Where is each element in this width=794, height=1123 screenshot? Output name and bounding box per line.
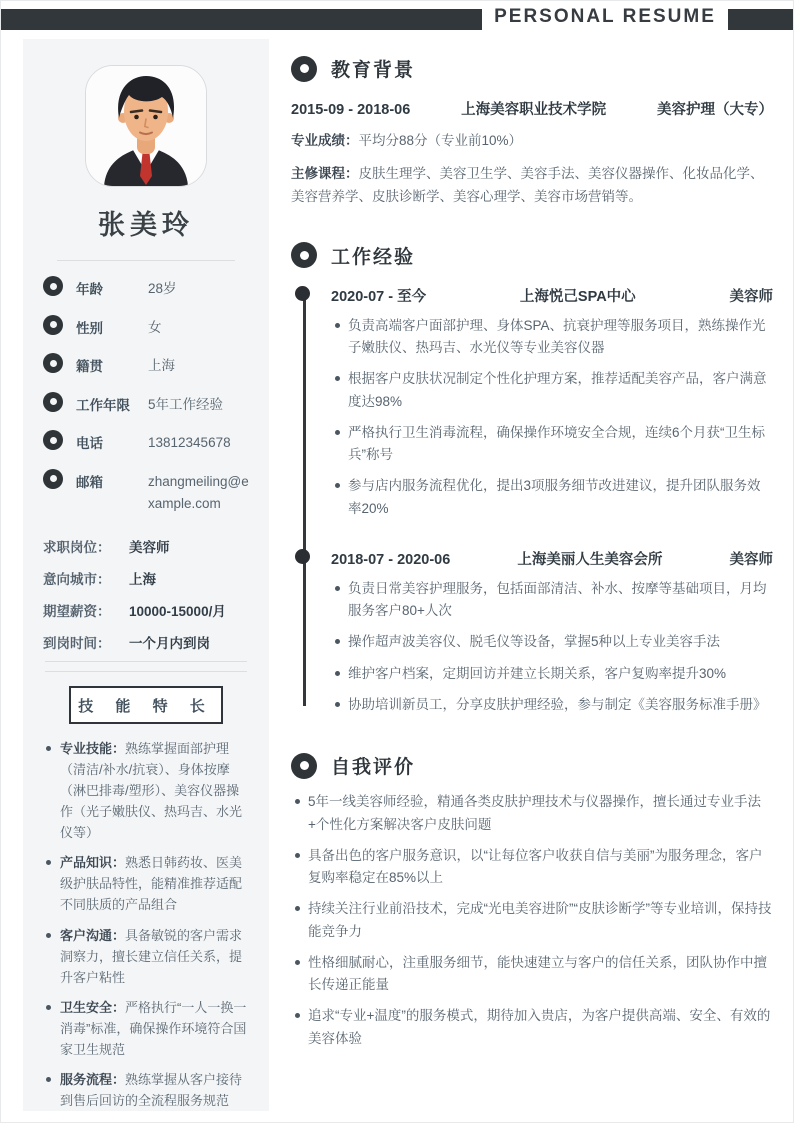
job-entry: [331, 548, 773, 716]
bullet-dot-icon: [43, 315, 63, 335]
job-role: 美容师: [729, 288, 773, 305]
info-label: 年龄: [76, 282, 103, 297]
skill-label: 专业技能：: [60, 741, 126, 757]
job-bullet: 负责日常美容护理服务，包括面部清洁、补水、按摩等基础项目，月均服务客户80+人次: [331, 578, 773, 623]
section-title: 自我评价: [331, 757, 416, 779]
bullet-dot-icon: [43, 469, 63, 489]
intent-value: 上海: [129, 572, 156, 588]
info-value: 5年工作经验: [148, 396, 224, 412]
divider: [45, 661, 247, 662]
info-label: 电话: [76, 436, 103, 452]
education-entry-head: [291, 98, 773, 119]
job-company: 上海美丽人生美容会所: [517, 551, 663, 568]
courses-value: 皮肤生理学、美容卫生学、美容手法、美容仪器操作、化妆品化学、美容营养学、皮肤诊断学、美容心理学、美容市场营销等。: [291, 166, 764, 204]
bullet-dot-icon: [43, 392, 63, 412]
skill-label: 服务流程：: [60, 1071, 126, 1087]
intent-label: 到岗时间：: [43, 636, 111, 652]
timeline-dot: [295, 286, 310, 301]
info-label: 籍贯: [76, 359, 103, 375]
job-bullet: 根据客户皮肤状况制定个性化护理方案，推荐适配美容产品，客户满意度达98%: [331, 368, 773, 413]
info-row-gender: [43, 315, 249, 339]
courses-label: 主修课程：: [291, 166, 359, 182]
job-bullet: 参与店内服务流程优化，提出3项服务细节改进建议，提升团队服务效率20%: [331, 475, 773, 520]
evaluation-bullet: 5年一线美容师经验，精通各类皮肤护理技术与仪器操作，擅长通过专业手法+个性化方案解决客户皮肤问题: [291, 791, 773, 836]
banner-bar-left: [1, 9, 482, 30]
education-major: 美容护理（大专）: [657, 102, 773, 118]
skills-section-title: 技 能 特 长: [69, 686, 223, 724]
job-bullet: 协助培训新员工，分享皮肤护理经验，参与制定《美容服务标准手册》: [331, 694, 773, 716]
job-period: 2020-07 - 至今: [331, 288, 427, 305]
bullet-dot-icon: [43, 276, 63, 296]
evaluation-bullet-list: [291, 791, 773, 1050]
job-period: 2018-07 - 2020-06: [331, 551, 451, 568]
education-courses-line: [291, 163, 773, 208]
work-timeline: [291, 285, 773, 716]
job-intent-list: [43, 536, 249, 652]
skill-item: [43, 738, 249, 843]
divider: [45, 671, 247, 672]
info-label: 性别: [76, 320, 103, 336]
education-period: 2015-09 - 2018-06: [291, 102, 411, 118]
skill-label: 卫生安全：: [60, 999, 126, 1015]
intent-label: 意向城市：: [43, 572, 111, 588]
person-name: 张美玲: [98, 210, 194, 240]
intent-value: 美容师: [129, 540, 170, 556]
skill-item: [43, 852, 249, 915]
section-bullet-icon: [291, 242, 317, 268]
info-row-phone: [43, 430, 249, 454]
job-bullet-list: [331, 315, 773, 520]
avatar: [85, 65, 207, 187]
intent-row-city: [43, 568, 249, 588]
work-header: [291, 242, 773, 269]
email-address: zhangmeiling@example.com: [148, 473, 249, 511]
info-row-email: [43, 469, 249, 514]
skill-label: 客户沟通：: [60, 927, 126, 943]
main-content: [291, 55, 773, 1050]
evaluation-bullet: 性格细腻耐心，注重服务细节，能快速建立与客户的信任关系，团队协作中擅长传递正能量: [291, 952, 773, 997]
education-school: 上海美容职业技术学院: [461, 102, 607, 118]
divider: [57, 260, 235, 261]
intent-label: 求职岗位：: [43, 540, 111, 556]
section-bullet-icon: [291, 753, 317, 779]
job-role: 美容师: [729, 551, 773, 568]
intent-row-availability: [43, 632, 249, 652]
section-title: 工作经验: [331, 246, 416, 268]
timeline-dot: [295, 549, 310, 564]
gpa-label: 专业成绩：: [291, 133, 359, 148]
personal-info-list: [43, 276, 249, 514]
job-head: [331, 285, 773, 306]
job-bullet-list: [331, 578, 773, 716]
evaluation-bullet: 持续关注行业前沿技术，完成“光电美容进阶”“皮肤诊断学”等专业培训，保持技能竞争力: [291, 898, 773, 943]
job-bullet: 严格执行卫生消毒流程，确保操作环境安全合规，连续6个月获“卫生标兵”称号: [331, 422, 773, 467]
info-value: 女: [148, 319, 162, 335]
skill-text: 具备敏锐的客户需求洞察力，擅长建立信任关系，提升客户粘性: [60, 927, 243, 985]
self-evaluation-section: [291, 752, 773, 1050]
banner-title: PERSONAL RESUME: [494, 6, 716, 27]
info-value: 28岁: [148, 281, 177, 296]
skill-item: [43, 925, 249, 988]
avatar-illustration: [86, 66, 206, 186]
intent-value: 10000-15000/月: [129, 604, 226, 620]
skill-text: 熟练掌握从客户接待到售后回访的全流程服务规范: [60, 1071, 243, 1108]
job-bullet: 操作超声波美容仪、脱毛仪等设备，掌握5种以上专业美容手法: [331, 631, 773, 653]
skills-list: [43, 738, 249, 1111]
education-header: [291, 55, 773, 82]
job-head: [331, 548, 773, 569]
skill-text: 熟练掌握面部护理（清洁/补水/抗衰）、身体按摩（淋巴排毒/塑形）、美容仪器操作（光子嫩肤仪、热玛吉、水光仪等）: [60, 741, 243, 841]
education-gpa-line: [291, 130, 773, 152]
skill-text: 熟悉日韩药妆、医美级护肤品特性，能精准推荐适配不同肤质的产品组合: [60, 855, 243, 913]
job-company: 上海悦己SPA中心: [519, 288, 636, 305]
banner-bar-right: [728, 9, 793, 30]
skill-item: [43, 997, 249, 1060]
skill-label: 产品知识：: [60, 855, 126, 871]
evaluation-header: [291, 752, 773, 779]
evaluation-bullet: 具备出色的客户服务意识，以“让每位客户收获自信与美丽”为服务理念，客户复购率稳定在85%以上: [291, 845, 773, 890]
section-title: 教育背景: [331, 60, 416, 81]
work-section: [291, 242, 773, 716]
job-entry: [331, 285, 773, 520]
bullet-dot-icon: [43, 430, 63, 450]
intent-value: 一个月内到岗: [129, 636, 210, 652]
job-bullet: 负责高端客户面部护理、身体SPA、抗衰护理等服务项目，熟练操作光子嫩肤仪、热玛吉、水光仪等专业美容仪器: [331, 315, 773, 360]
intent-row-position: [43, 536, 249, 556]
education-section: [291, 55, 773, 208]
info-label: 邮箱: [76, 474, 103, 490]
evaluation-bullet: 追求“专业+温度”的服务模式，期待加入贵店，为客户提供高端、安全、有效的美容体验: [291, 1005, 773, 1050]
phone-number: 13812345678: [148, 435, 231, 451]
section-bullet-icon: [291, 56, 317, 82]
info-row-age: [43, 276, 249, 300]
bullet-dot-icon: [43, 353, 63, 373]
job-bullet: 维护客户档案，定期回访并建立长期关系，客户复购率提升30%: [331, 663, 773, 685]
info-value: 上海: [148, 358, 175, 374]
skill-text: 严格执行“一人一换一消毒”标准，确保操作环境符合国家卫生规范: [60, 999, 247, 1057]
info-row-experience: [43, 392, 249, 416]
info-label: 工作年限: [76, 397, 130, 413]
intent-row-salary: [43, 600, 249, 620]
sidebar: [23, 39, 269, 1111]
gpa-value: 平均分88分（专业前10%）: [358, 133, 523, 148]
intent-label: 期望薪资：: [43, 604, 111, 620]
info-row-hometown: [43, 353, 249, 377]
skill-item: [43, 1069, 249, 1111]
